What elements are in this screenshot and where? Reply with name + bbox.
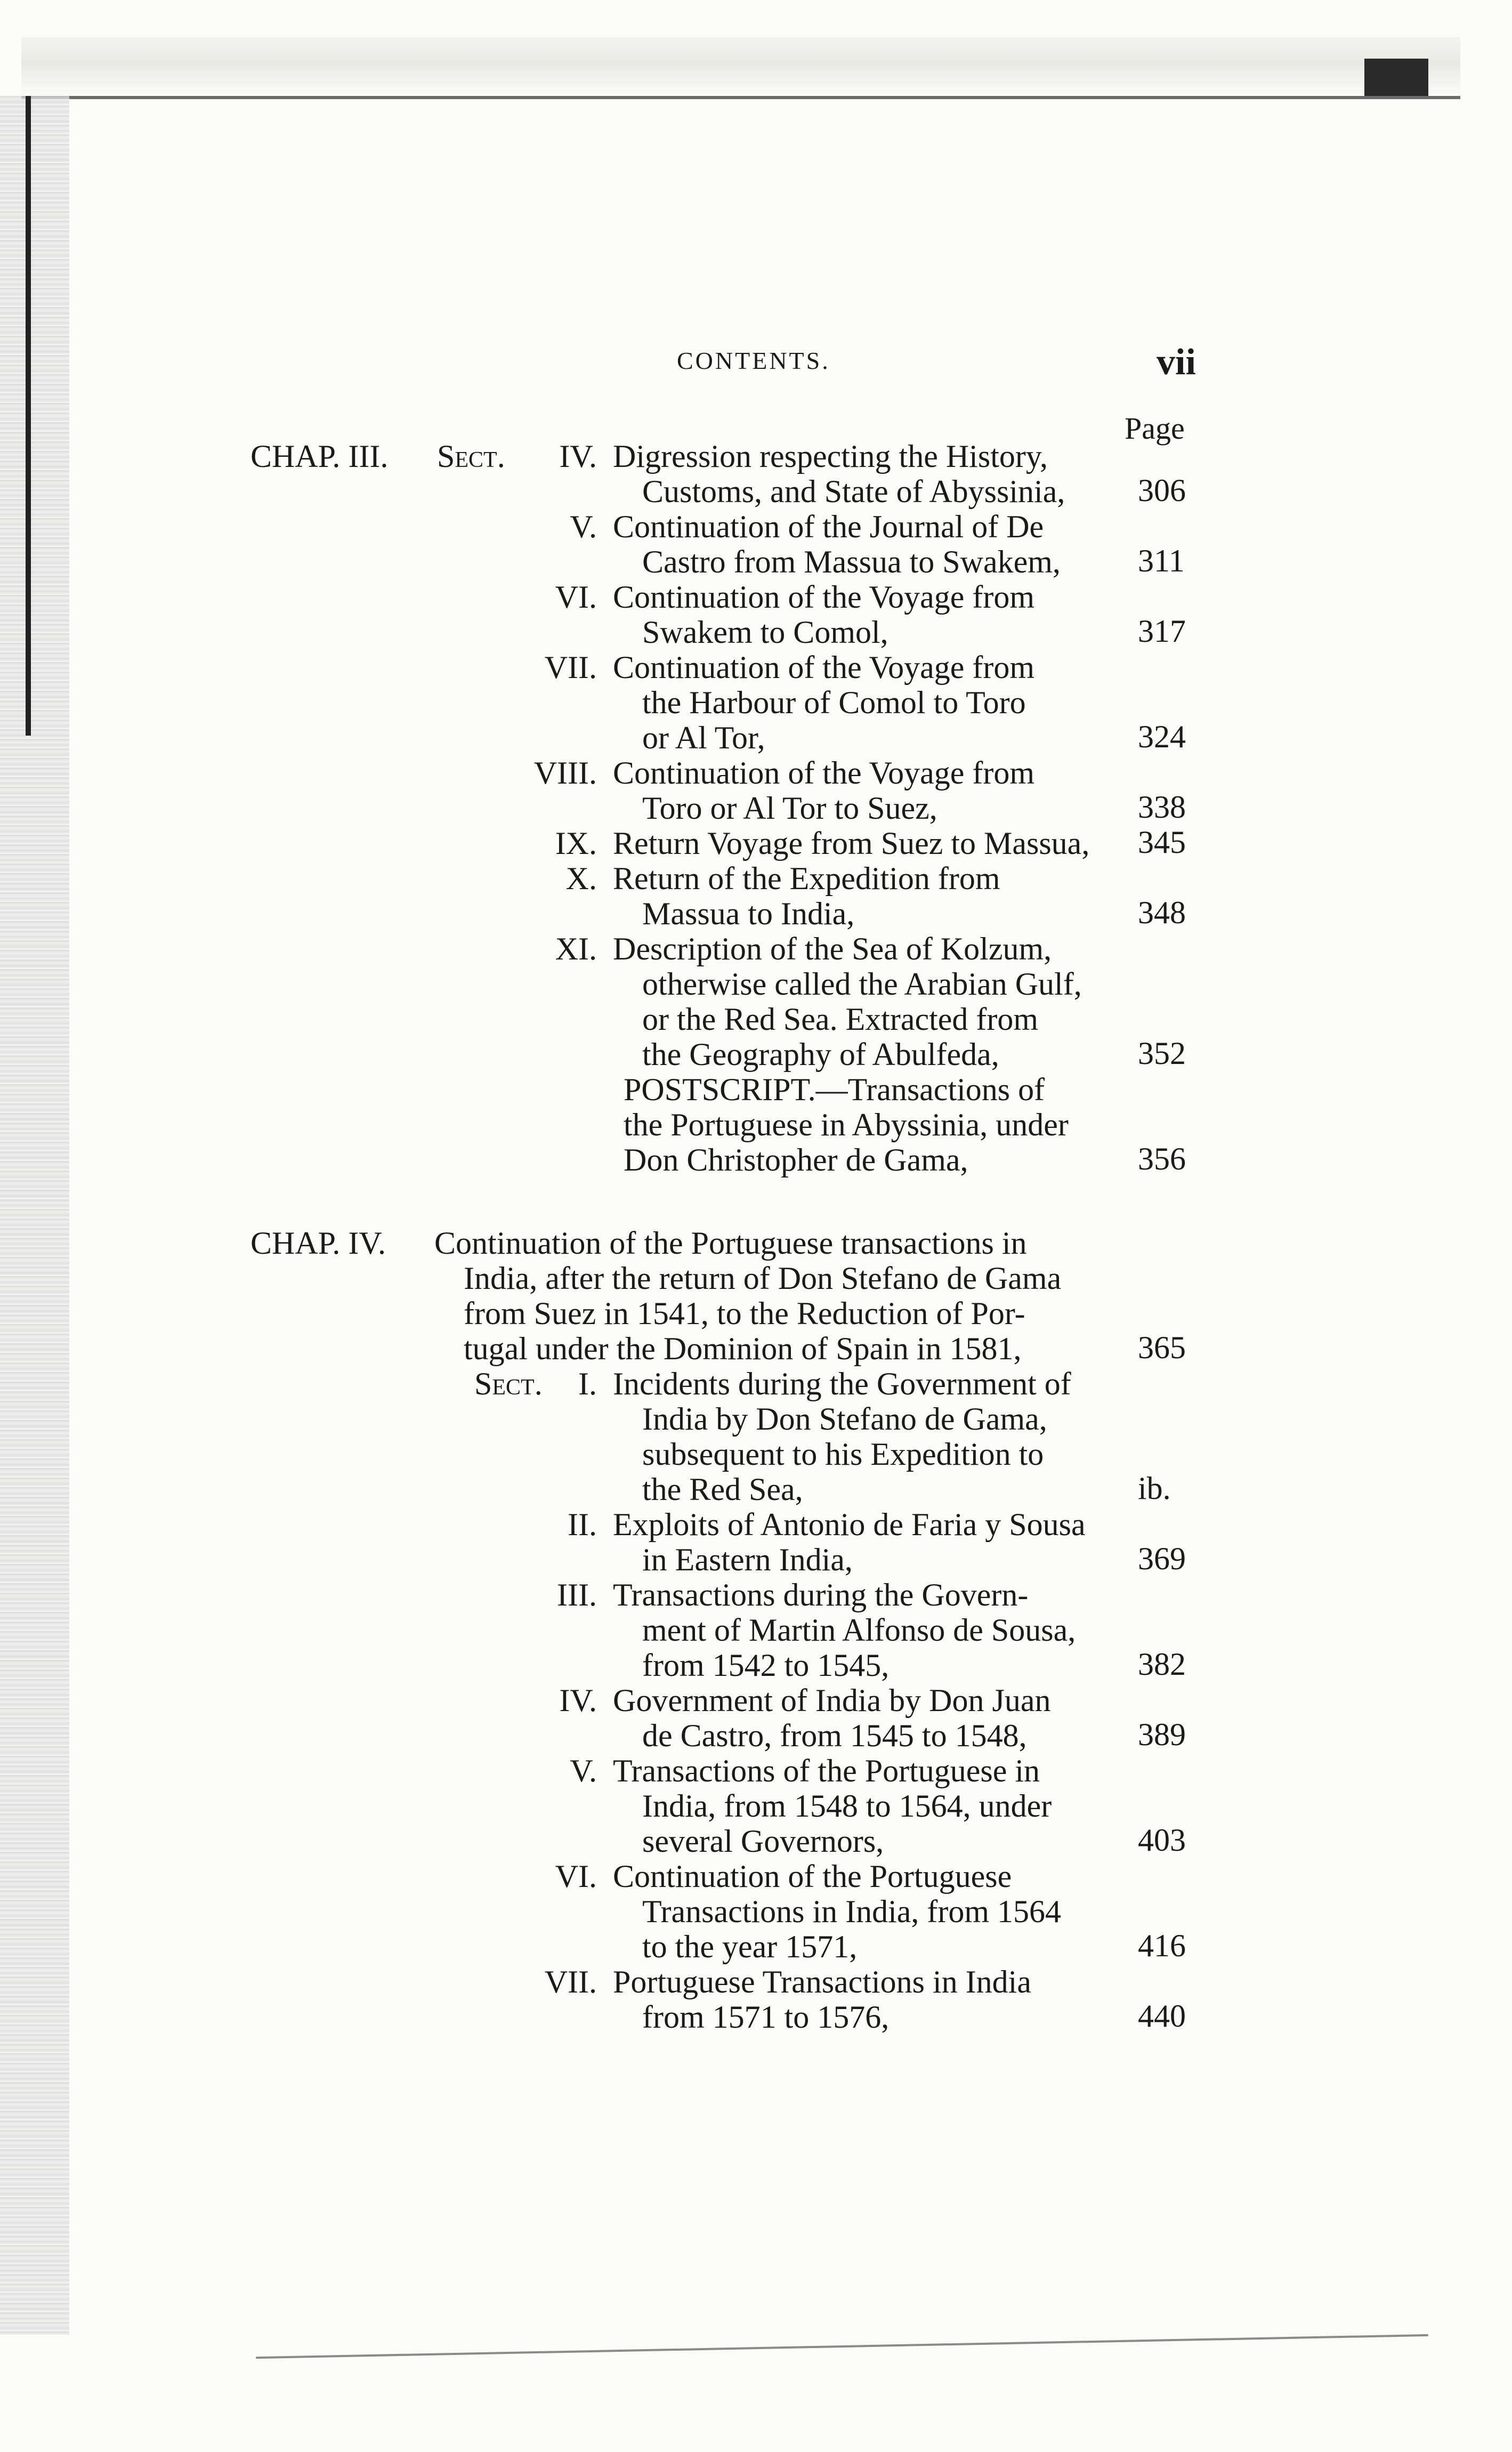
- postscript-text: Don Christopher de Gama,: [624, 1142, 968, 1177]
- entry-text: Incidents during the Government of: [613, 1366, 1071, 1401]
- postscript-text: the Portuguese in Abyssinia, under: [624, 1107, 1069, 1142]
- entry-text: Portuguese Transactions in India: [613, 1964, 1031, 1999]
- page-number: 338: [1138, 789, 1186, 825]
- entry-text: several Governors,: [642, 1824, 884, 1859]
- entry-text: ment of Martin Alfonso de Sousa,: [642, 1612, 1076, 1648]
- entry-text: Government of India by Don Juan: [613, 1683, 1051, 1718]
- entry-text: Return of the Expedition from: [613, 861, 1000, 896]
- entry-text: Castro from Massua to Swakem,: [642, 544, 1061, 579]
- page-number: 352: [1138, 1036, 1186, 1071]
- entry-text: subsequent to his Expedition to: [642, 1437, 1044, 1472]
- page-number: 403: [1138, 1822, 1186, 1858]
- page-folio: vii: [1157, 342, 1196, 383]
- chapter-summary: tugal under the Dominion of Spain in 1581,: [464, 1331, 1022, 1366]
- entry-text: from 1542 to 1545,: [642, 1648, 890, 1683]
- page-number: 324: [1138, 719, 1186, 754]
- page-number: 440: [1138, 1998, 1186, 2034]
- entry-text: Toro or Al Tor to Suez,: [642, 791, 937, 826]
- entry-text: the Geography of Abulfeda,: [642, 1037, 999, 1072]
- chapter-label: CHAP. III.: [250, 439, 389, 474]
- entry-text: Transactions of the Portuguese in: [613, 1753, 1040, 1788]
- running-header: CONTENTS.: [677, 347, 830, 374]
- section-abbrev: Sect.: [474, 1366, 543, 1401]
- entry-text: or Al Tor,: [642, 720, 765, 755]
- entry-text: the Red Sea,: [642, 1472, 803, 1507]
- entry-text: in Eastern India,: [642, 1542, 853, 1577]
- section-number: VIII.: [533, 755, 597, 791]
- page-column-label: Page: [1125, 411, 1185, 446]
- entry-text: Swakem to Comol,: [642, 615, 888, 650]
- binding-line: [26, 96, 31, 736]
- page-number: 317: [1138, 614, 1186, 649]
- page-number: ib.: [1138, 1471, 1171, 1506]
- entry-text: or the Red Sea. Extracted from: [642, 1002, 1039, 1037]
- page-number: 306: [1138, 473, 1186, 508]
- section-number: V.: [570, 1753, 597, 1788]
- section-number: IV.: [559, 439, 597, 474]
- page-top-edge: [21, 37, 1460, 99]
- page-number: 416: [1138, 1928, 1186, 1963]
- chapter-label: CHAP. IV.: [250, 1225, 386, 1261]
- entry-text: India by Don Stefano de Gama,: [642, 1401, 1047, 1437]
- page-number: 369: [1138, 1541, 1186, 1576]
- entry-text: Continuation of the Voyage from: [613, 650, 1035, 685]
- section-number: VI.: [555, 1859, 597, 1894]
- page-number: 382: [1138, 1647, 1186, 1682]
- entry-text: from 1571 to 1576,: [642, 1999, 890, 2035]
- page-number: 389: [1138, 1717, 1186, 1752]
- entry-text: Continuation of the Portuguese: [613, 1859, 1012, 1894]
- section-number: V.: [570, 509, 597, 544]
- section-number: III.: [557, 1577, 597, 1612]
- section-abbrev: Sect.: [437, 439, 505, 474]
- entry-text: Continuation of the Voyage from: [613, 579, 1035, 615]
- chapter-summary: Continuation of the Portuguese transactions in: [434, 1225, 1027, 1261]
- entry-text: de Castro, from 1545 to 1548,: [642, 1718, 1027, 1753]
- entry-text: Transactions during the Govern-: [613, 1577, 1029, 1612]
- bottom-rule: [256, 2334, 1428, 2359]
- page-number: 345: [1138, 825, 1186, 860]
- entry-text: Customs, and State of Abyssinia,: [642, 474, 1065, 509]
- entry-text: Massua to India,: [642, 896, 855, 931]
- section-number: X.: [565, 861, 597, 896]
- page-number: 356: [1138, 1141, 1186, 1176]
- binding-spine: [0, 96, 69, 2335]
- entry-text: the Harbour of Comol to Toro: [642, 685, 1026, 720]
- section-number: VII.: [544, 650, 597, 685]
- entry-text: Continuation of the Voyage from: [613, 755, 1035, 791]
- section-number: XI.: [555, 931, 597, 966]
- section-number: VII.: [544, 1964, 597, 1999]
- section-number: II.: [568, 1507, 597, 1542]
- entry-text: Exploits of Antonio de Faria y Sousa: [613, 1507, 1086, 1542]
- ink-mark: [1364, 59, 1428, 96]
- page-number: 348: [1138, 895, 1186, 930]
- chapter-summary: India, after the return of Don Stefano de Gama: [464, 1261, 1062, 1296]
- page-number: 311: [1138, 543, 1185, 578]
- section-number: I.: [578, 1366, 597, 1401]
- entry-text: to the year 1571,: [642, 1929, 858, 1964]
- section-number: IX.: [555, 826, 597, 861]
- postscript-text: POSTSCRIPT.—Transactions of: [624, 1072, 1045, 1107]
- entry-text: otherwise called the Arabian Gulf,: [642, 966, 1082, 1002]
- entry-text: Return Voyage from Suez to Massua,: [613, 826, 1090, 861]
- entry-text: Transactions in India, from 1564: [642, 1894, 1062, 1929]
- entry-text: Description of the Sea of Kolzum,: [613, 931, 1052, 966]
- entry-text: India, from 1548 to 1564, under: [642, 1788, 1052, 1824]
- page-number: 365: [1138, 1330, 1186, 1365]
- entry-text: Continuation of the Journal of De: [613, 509, 1044, 544]
- section-number: IV.: [559, 1683, 597, 1718]
- chapter-summary: from Suez in 1541, to the Reduction of Por-: [464, 1296, 1025, 1331]
- section-number: VI.: [555, 579, 597, 615]
- entry-text: Digression respecting the History,: [613, 439, 1048, 474]
